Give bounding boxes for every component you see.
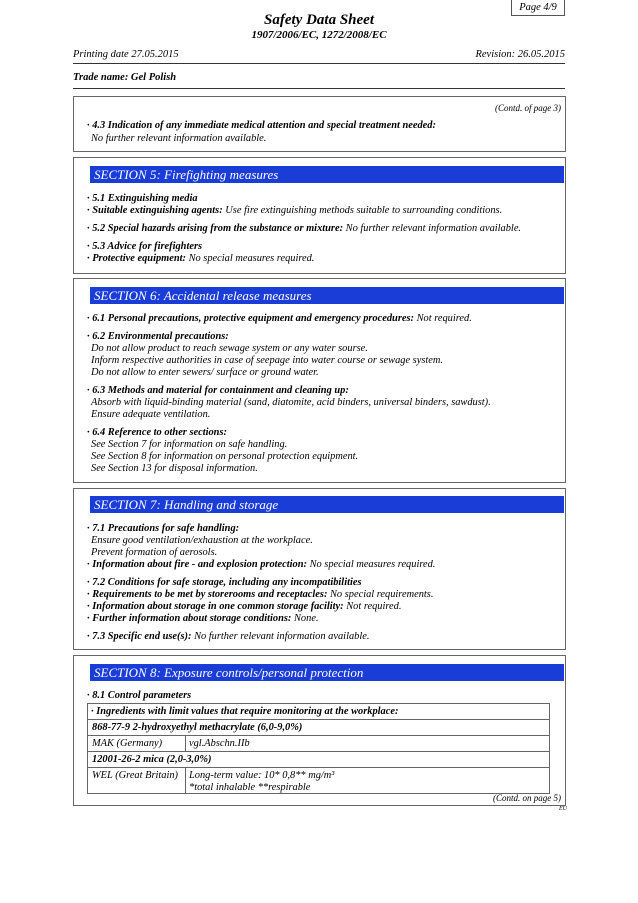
s7-common-storage: · Information about storage in one common storage facility: Not required. [87,601,402,612]
s6-2-line-2: Inform respective authorities in case of seepage into water course or sewage system. [91,355,443,366]
continued-on-note: (Contd. on page 5) [493,793,561,803]
section-6 [73,278,566,483]
s6-4-line-2: See Section 8 for information on personal protection equipment. [91,451,359,462]
section-5-title: SECTION 5: Firefighting measures [90,166,564,183]
s6-3-line-2: Ensure adequate ventilation. [91,409,211,420]
section-8-title: SECTION 8: Exposure controls/personal protection [90,664,564,681]
eu-marker: EU [559,806,567,812]
s7-2-heading: · 7.2 Conditions for safe storage, including any incompatibilities [87,577,362,588]
table-row: WEL (Great Britain) Long-term value: 10* 0,8** mg/m³ *total inhalable **respirable [87,767,550,794]
s6-2-line-3: Do not allow to enter sewers/ surface or ground water. [91,367,319,378]
s5-1-heading: · 5.1 Extinguishing media [87,193,198,204]
s5-extinguishing-agents: · Suitable extinguishing agents: Use fire extinguishing methods suitable to surrounding conditions. [87,205,503,216]
printing-date: Printing date 27.05.2015 [73,49,179,60]
section-8 [73,655,566,806]
s6-4-line-1: See Section 7 for information on safe handling. [91,439,288,450]
section-5 [73,157,566,274]
document-title: Safety Data Sheet [264,12,374,28]
s5-protective-equipment: · Protective equipment: No special measures required. [87,253,315,264]
s8-1-heading: · 8.1 Control parameters [87,690,192,701]
s5-3-heading: · 5.3 Advice for firefighters [87,241,203,252]
header-rule [73,63,565,64]
s6-2-heading: · 6.2 Environmental precautions: [87,331,229,342]
trade-name-rule [73,88,565,89]
section-7 [73,488,566,650]
s6-3-heading: · 6.3 Methods and material for containment and cleaning up: [87,385,349,396]
s7-storeroom-requirements: · Requirements to be met by storerooms and receptacles: No special requirements. [87,589,434,600]
s7-1-line-2: Prevent formation of aerosols. [91,547,218,558]
table-substance-row: 868-77-9 2-hydroxyethyl methacrylate (6,0-9,0%) [87,719,550,735]
s6-3-line-1: Absorb with liquid-binding material (sand, diatomite, acid binders, universal binders, sawdust). [91,397,491,408]
section-6-title: SECTION 6: Accidental release measures [90,287,564,304]
section-7-title: SECTION 7: Handling and storage [90,496,564,513]
section-4-continuation [73,96,566,152]
s6-4-line-3: See Section 13 for disposal information. [91,463,258,474]
s7-fire-explosion-protection: · Information about fire - and explosion protection: No special measures required. [87,559,436,570]
s6-1-personal-precautions: · 6.1 Personal precautions, protective equipment and emergency procedures: Not required. [87,313,472,324]
revision-date: Revision: 26.05.2015 [475,49,565,60]
s5-2-special-hazards: · 5.2 Special hazards arising from the substance or mixture: No further relevant information available. [87,223,522,234]
s4-3-heading: · 4.3 Indication of any immediate medical attention and special treatment needed: [87,120,436,131]
table-substance-row: 12001-26-2 mica (2,0-3,0%) [87,751,550,767]
s6-2-line-1: Do not allow product to reach sewage system or any water sourse. [91,343,368,354]
s6-4-heading: · 6.4 Reference to other sections: [87,427,227,438]
trade-name: Trade name: Gel Polish [73,72,177,83]
regulation-reference: 1907/2006/EC, 1272/2008/EC [251,29,387,41]
s7-3-specific-end-use: · 7.3 Specific end use(s): No further relevant information available. [87,631,370,642]
s7-1-heading: · 7.1 Precautions for safe handling: [87,523,240,534]
page-number: Page 4/9 [511,0,565,16]
table-header-row: · Ingredients with limit values that require monitoring at the workplace: [87,703,550,719]
s7-1-line-1: Ensure good ventilation/exhaustion at the workplace. [91,535,313,546]
table-row: MAK (Germany) vgl.Abschn.IIb [87,735,550,751]
s4-3-text: No further relevant information available. [91,133,267,144]
continued-from-note: (Contd. of page 3) [495,103,561,113]
s7-storage-conditions: · Further information about storage conditions: None. [87,613,319,624]
